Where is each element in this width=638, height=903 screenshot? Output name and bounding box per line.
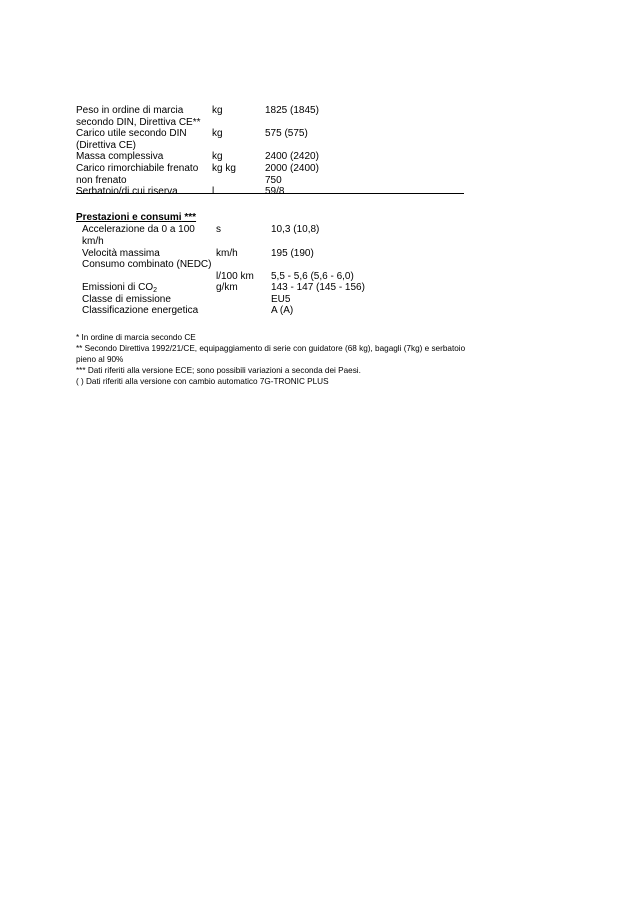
spec-value: 2000 (2400) 750 (265, 163, 319, 186)
perf-unit: km/h (216, 248, 238, 259)
spec-unit: kg (212, 151, 223, 162)
perf-value: 5,5 - 5,6 (5,6 - 6,0) (271, 271, 354, 282)
spec-label: Massa complessiva (76, 151, 164, 162)
perf-label: Consumo combinato (NEDC) (82, 259, 212, 270)
perf-label (82, 282, 207, 294)
perf-value: A (A) (271, 305, 294, 316)
spec-value: 1825 (1845) (265, 105, 319, 116)
spec-label: Carico rimorchiabile frenato non frenato (76, 163, 199, 186)
perf-value: 10,3 (10,8) (271, 224, 320, 235)
perf-value: 143 - 147 (145 - 156) (271, 282, 365, 293)
footnote: * In ordine di marcia secondo CE (76, 333, 196, 342)
spec-value: 575 (575) (265, 128, 308, 139)
spec-value: 2400 (2420) (265, 151, 319, 162)
perf-label: Classe di emissione (82, 294, 171, 305)
perf-label: Classificazione energetica (82, 305, 199, 316)
spec-value: 59/8 (265, 186, 285, 197)
spec-unit: kg (212, 128, 223, 139)
perf-label: Accelerazione da 0 a 100 km/h (82, 224, 195, 247)
footnote: *** Dati riferiti alla versione ECE; sono possibili variazioni a seconda dei Paesi. (76, 366, 361, 375)
performance-title-text: Prestazioni e consumi (76, 212, 182, 223)
co2-subscript: 2 (153, 287, 158, 294)
perf-unit: s (216, 224, 221, 235)
spec-unit: kg kg (212, 163, 236, 174)
perf-unit: g/km (216, 282, 238, 293)
perf-value: 195 (190) (271, 248, 314, 259)
performance-title-stars: *** (181, 212, 197, 223)
footnote: ( ) Dati riferiti alla versione con cambio automatico 7G-TRONIC PLUS (76, 377, 329, 386)
perf-label: Velocità massima (82, 248, 160, 259)
perf-value: EU5 (271, 294, 291, 305)
spec-label: Serbatoio/di cui riserva (76, 186, 178, 197)
co2-label-text: Emissioni di CO (82, 282, 154, 293)
footnotes (76, 332, 466, 387)
footnote: ** Secondo Direttiva 1992/21/CE, equipaggiamento di serie con guidatore (68 kg), bagagli (7kg) e serbatoio pieno al 90% (76, 344, 466, 364)
performance-title (76, 212, 196, 224)
perf-unit: l/100 km (216, 271, 254, 282)
spec-label: Carico utile secondo DIN (Direttiva CE) (76, 128, 187, 151)
spec-unit: kg (212, 105, 223, 116)
spec-label: Peso in ordine di marcia secondo DIN, Direttiva CE** (76, 105, 201, 128)
spec-table (76, 105, 464, 197)
spec-unit: l (212, 186, 215, 197)
